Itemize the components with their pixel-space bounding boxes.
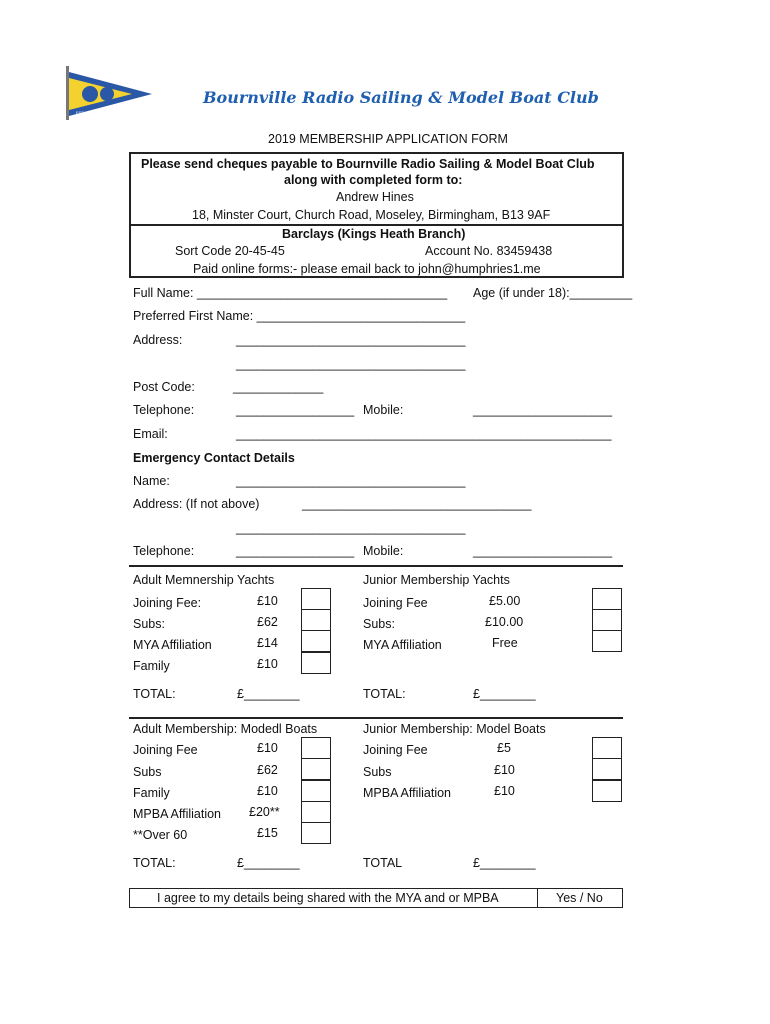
payment-online: Paid online forms:- please email back to john@humphries1.me: [193, 262, 541, 276]
adult-model-total-line[interactable]: £________: [237, 856, 300, 870]
consent-divider: [537, 888, 538, 908]
adult-model-checkbox[interactable]: [301, 780, 331, 802]
junior-model-checkbox[interactable]: [592, 758, 622, 780]
adult-yacht-total-label: TOTAL:: [133, 687, 176, 701]
payment-divider: [129, 224, 624, 226]
payment-name: Andrew Hines: [336, 190, 414, 204]
adult-yacht-row-value: £62: [257, 615, 278, 629]
payment-account: Account No. 83459438: [425, 244, 553, 258]
preferred-name-field[interactable]: Preferred First Name: ______________________________: [133, 309, 466, 323]
section-divider-models: [129, 717, 623, 719]
junior-yacht-row-value: £5.00: [489, 594, 521, 608]
junior-yacht-row-value: £10.00: [485, 615, 524, 629]
telephone-line[interactable]: _________________: [236, 403, 355, 417]
mobile-label: Mobile:: [363, 403, 404, 417]
address-line-1[interactable]: _________________________________: [236, 333, 466, 347]
emergency-mobile-label: Mobile:: [363, 544, 404, 558]
adult-model-row-label: **Over 60: [133, 828, 188, 842]
adult-model-row-value: £15: [257, 826, 278, 840]
adult-yachts-title: Adult Memnership Yachts: [133, 573, 275, 587]
adult-yacht-row-label: Joining Fee:: [133, 596, 202, 610]
junior-models-title: Junior Membership: Model Boats: [363, 722, 546, 736]
payment-address: 18, Minster Court, Church Road, Moseley, Birmingham, B13 9AF: [192, 208, 551, 222]
junior-yacht-row-label: MYA Affiliation: [363, 638, 442, 652]
adult-model-row-value: £20**: [249, 805, 280, 819]
consent-answer[interactable]: Yes / No: [556, 891, 603, 905]
adult-model-checkbox[interactable]: [301, 801, 331, 823]
adult-model-row-label: Subs: [133, 765, 162, 779]
junior-model-row-value: £10: [494, 763, 515, 777]
mobile-line[interactable]: ____________________: [473, 403, 613, 417]
emergency-address-line-1[interactable]: _________________________________: [302, 497, 532, 511]
adult-yacht-row-value: £14: [257, 636, 278, 650]
adult-yacht-row-value: £10: [257, 657, 278, 671]
junior-model-checkbox[interactable]: [592, 780, 622, 802]
junior-yacht-row-value: Free: [492, 636, 518, 650]
emergency-mobile-line[interactable]: ____________________: [473, 544, 613, 558]
junior-yacht-total-label: TOTAL:: [363, 687, 406, 701]
payment-line1: Please send cheques payable to Bournville Radio Sailing & Model Boat Club: [141, 157, 595, 171]
junior-model-row-value: £5: [497, 741, 511, 755]
junior-model-total-label: TOTAL: [363, 856, 403, 870]
email-label: Email:: [133, 427, 168, 441]
postcode-label: Post Code:: [133, 380, 195, 394]
junior-model-row-value: £10: [494, 784, 515, 798]
adult-yacht-checkbox[interactable]: [301, 588, 331, 610]
payment-line2: along with completed form to:: [284, 173, 463, 187]
form-title: 2019 MEMBERSHIP APPLICATION FORM: [268, 132, 508, 146]
full-name-field[interactable]: Full Name: ____________________________________: [133, 286, 448, 300]
club-logo: [62, 64, 157, 122]
junior-model-row-label: Subs: [363, 765, 392, 779]
adult-yacht-total-line[interactable]: £________: [237, 687, 300, 701]
emergency-name-line[interactable]: _________________________________: [236, 474, 466, 488]
adult-yacht-checkbox[interactable]: [301, 630, 331, 652]
junior-yacht-row-label: Subs:: [363, 617, 395, 631]
junior-model-row-label: Joining Fee: [363, 743, 428, 757]
junior-yachts-title: Junior Membership Yachts: [363, 573, 510, 587]
adult-yacht-row-label: MYA Affiliation: [133, 638, 212, 652]
adult-yacht-checkbox[interactable]: [301, 652, 331, 674]
adult-model-checkbox[interactable]: [301, 822, 331, 844]
emergency-heading: Emergency Contact Details: [133, 451, 295, 465]
adult-model-row-value: £10: [257, 741, 278, 755]
payment-bank: Barclays (Kings Heath Branch): [282, 227, 466, 241]
telephone-label: Telephone:: [133, 403, 195, 417]
adult-yacht-checkbox[interactable]: [301, 609, 331, 631]
adult-yacht-row-value: £10: [257, 594, 278, 608]
emergency-telephone-line[interactable]: _________________: [236, 544, 355, 558]
junior-yacht-row-label: Joining Fee: [363, 596, 428, 610]
adult-model-row-value: £10: [257, 784, 278, 798]
adult-model-row-value: £62: [257, 763, 278, 777]
junior-yacht-checkbox[interactable]: [592, 630, 622, 652]
adult-model-checkbox[interactable]: [301, 737, 331, 759]
emergency-telephone-label: Telephone:: [133, 544, 195, 558]
junior-yacht-total-line[interactable]: £________: [473, 687, 536, 701]
emergency-name-label: Name:: [133, 474, 170, 488]
emergency-address-label: Address: (If not above): [133, 497, 260, 511]
age-field[interactable]: Age (if under 18):_________: [473, 286, 633, 300]
consent-text: I agree to my details being shared with the MYA and or MPBA: [157, 891, 499, 905]
address-label: Address:: [133, 333, 183, 347]
email-line[interactable]: ______________________________________________________: [236, 427, 612, 441]
junior-model-checkbox[interactable]: [592, 737, 622, 759]
postcode-line[interactable]: _____________: [233, 380, 324, 394]
adult-yacht-row-label: Subs:: [133, 617, 165, 631]
adult-model-row-label: Joining Fee: [133, 743, 198, 757]
club-title: Bournville Radio Sailing & Model Boat Club: [203, 88, 599, 107]
adult-model-checkbox[interactable]: [301, 758, 331, 780]
junior-yacht-checkbox[interactable]: [592, 609, 622, 631]
emergency-address-line-2[interactable]: _________________________________: [236, 521, 466, 535]
adult-model-row-label: MPBA Affiliation: [133, 807, 222, 821]
payment-sort-code: Sort Code 20-45-45: [175, 244, 285, 258]
junior-yacht-checkbox[interactable]: [592, 588, 622, 610]
adult-yacht-row-label: Family: [133, 659, 170, 673]
address-line-2[interactable]: _________________________________: [236, 357, 466, 371]
junior-model-total-line[interactable]: £________: [473, 856, 536, 870]
adult-model-total-label: TOTAL:: [133, 856, 176, 870]
section-divider-yachts: [129, 565, 623, 567]
junior-model-row-label: MPBA Affiliation: [363, 786, 452, 800]
adult-model-row-label: Family: [133, 786, 170, 800]
adult-models-title: Adult Membership: Modedl Boats: [133, 722, 318, 736]
logo-text: EST 1923: [76, 110, 94, 115]
